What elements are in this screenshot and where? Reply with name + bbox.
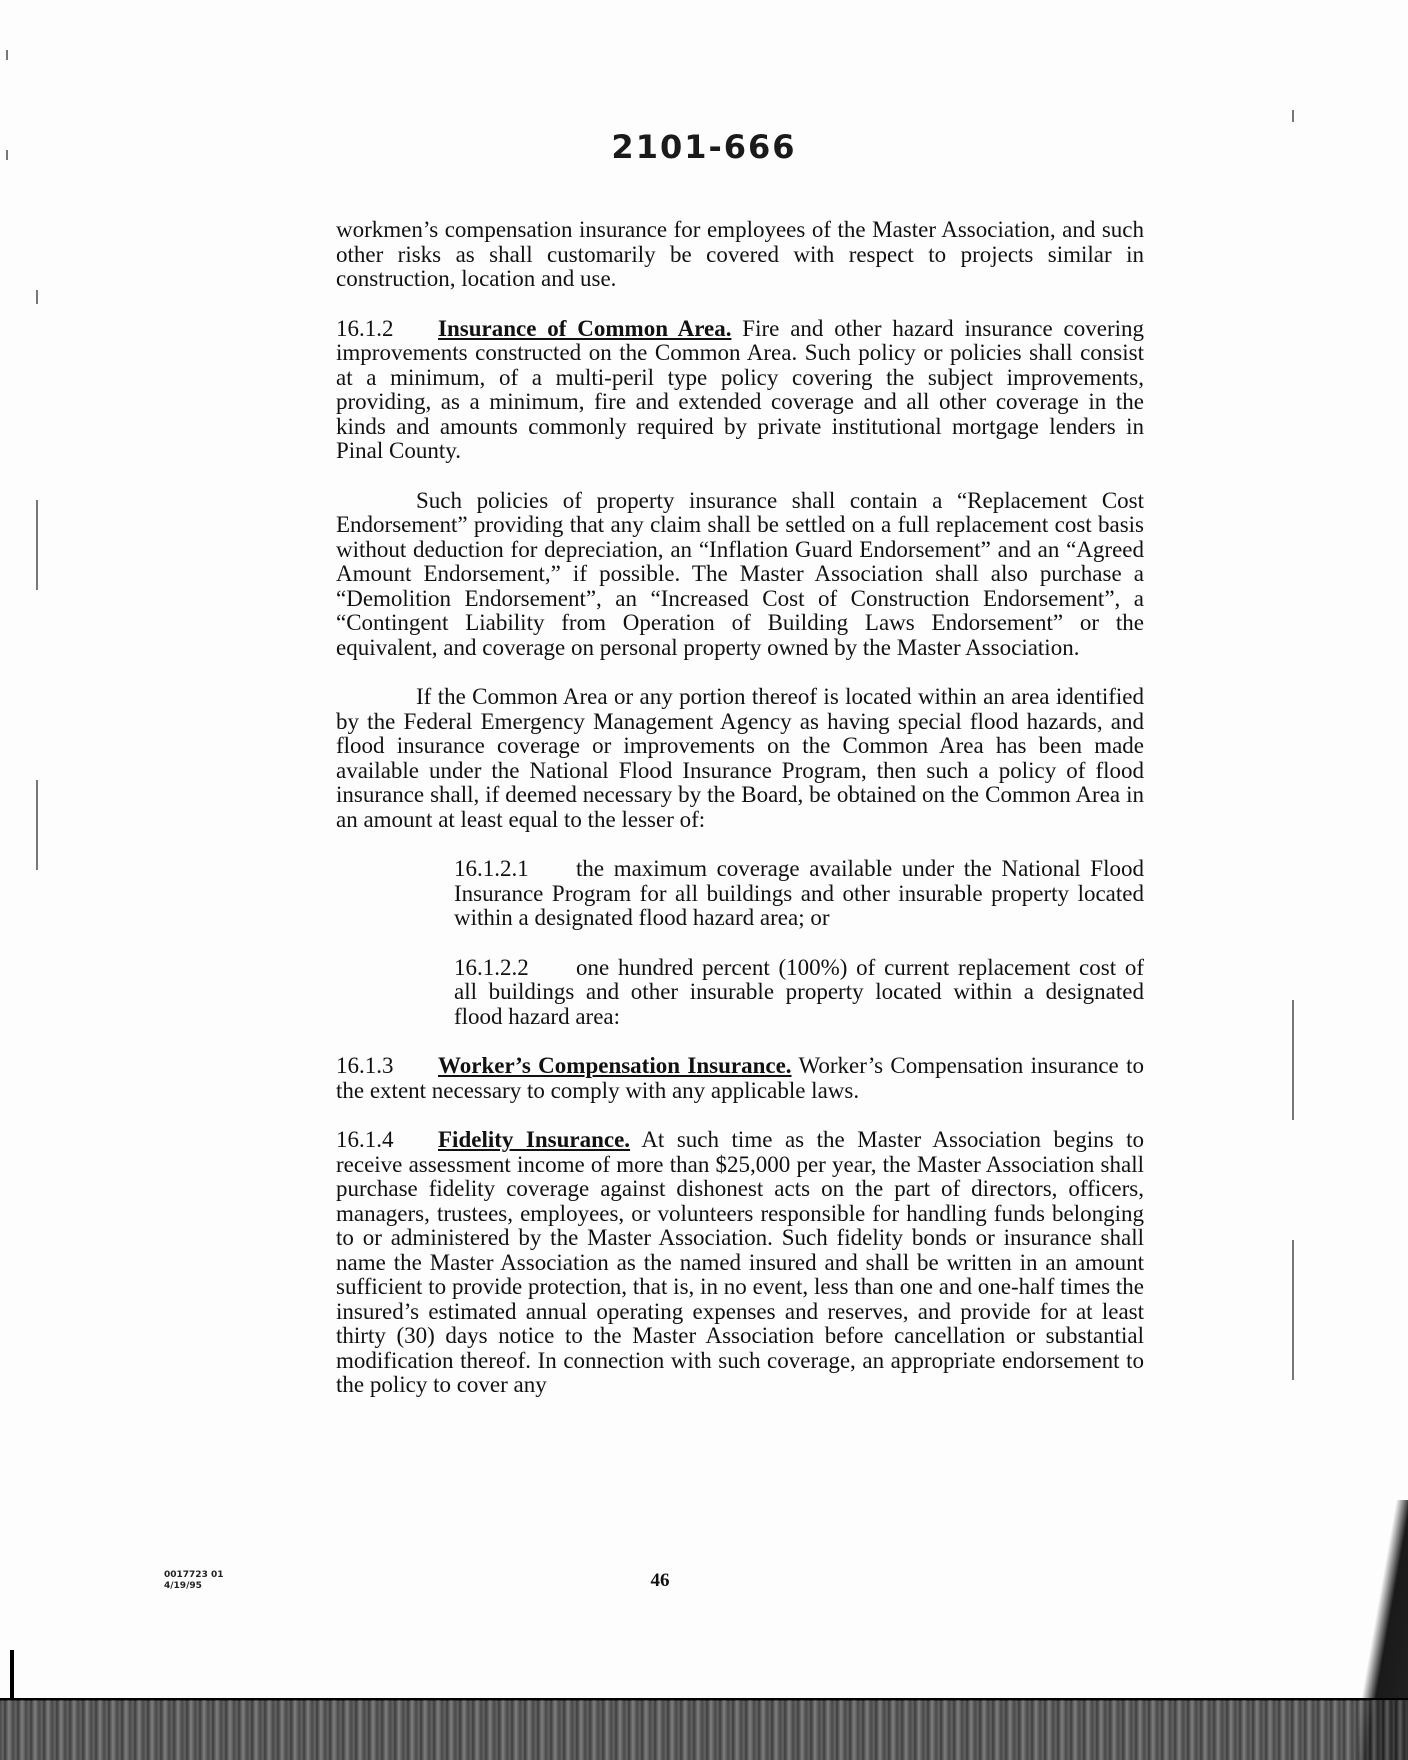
section-16-1-2-2 bbox=[454, 956, 1144, 1030]
scan-margin-mark bbox=[1292, 1000, 1294, 1120]
intro-paragraph: workmen’s compensation insurance for employees of the Master Association, and such other risks as shall customarily be covered with respect to projects similar in construction, location and use. bbox=[336, 217, 1144, 291]
scan-margin-mark bbox=[1292, 110, 1294, 122]
section-number: 16.1.4 bbox=[336, 1127, 394, 1152]
scan-margin-mark bbox=[6, 50, 8, 60]
document-body bbox=[336, 218, 1144, 1423]
section-text: Fire and other hazard insurance covering improvements constructed on the Common Area. Such policy or policies shall consist at a minimum, of a multi-peril type policy covering the subject improvements, providing, as a minimum, fire and extended coverage and all other coverage in the kinds and amounts commonly required by private institutional mortgage lenders in Pinal County. bbox=[336, 315, 1144, 463]
scan-margin-mark bbox=[6, 150, 8, 160]
property-insurance-paragraph: Such policies of property insurance shall contain a “Replacement Cost Endorsement” providing that any claim shall be settled on a full replacement cost basis without deduction for depreciation, an “Inflation Guard Endorsement” and an “Agreed Amount Endorsement,” if possible. The Master Association shall also purchase a “Demolition Endorsement”, an “Increased Cost of Construction Endorsement”, a “Contingent Liability from Operation of Building Laws Endorsement” or the equivalent, and coverage on personal property owned by the Master Association. bbox=[336, 487, 1144, 660]
scan-margin-mark bbox=[1292, 1240, 1294, 1380]
flood-insurance-paragraph: If the Common Area or any portion thereof is located within an area identified by the Federal Emergency Management Agency as having special flood hazards, and flood insurance coverage or improvements on the Common Area has been made available under the National Flood Insurance Program, then such a policy of flood insurance shall, if deemed necessary by the Board, be obtained on the Common Area in an amount at least equal to the lesser of: bbox=[336, 684, 1144, 832]
section-heading: Fidelity Insurance. bbox=[438, 1127, 631, 1152]
subsection-text: one hundred percent (100%) of current replacement cost of all buildings and other insurable property located within a designated flood hazard area: bbox=[454, 954, 1144, 1029]
subsection-text: the maximum coverage available under the National Flood Insurance Program for all buildings and other insurable property located within a designated flood hazard area; or bbox=[454, 856, 1144, 930]
scan-margin-mark bbox=[36, 780, 38, 870]
section-16-1-2 bbox=[336, 317, 1144, 464]
scan-margin-mark bbox=[36, 290, 38, 304]
subsection-number: 16.1.2.2 bbox=[454, 954, 529, 980]
section-number: 16.1.3 bbox=[336, 1053, 394, 1078]
scan-margin-mark bbox=[36, 500, 38, 590]
page-number: 46 bbox=[650, 1570, 670, 1591]
section-16-1-4 bbox=[336, 1128, 1144, 1398]
scan-edge-mark bbox=[10, 1650, 14, 1698]
footer-code-line: 0017723 01 bbox=[164, 1570, 224, 1580]
section-heading: Worker’s Compensation Insurance. bbox=[438, 1053, 792, 1078]
scan-bottom-artifact bbox=[0, 1700, 1408, 1760]
section-16-1-3 bbox=[336, 1054, 1144, 1103]
section-heading: Insurance of Common Area. bbox=[438, 315, 732, 341]
section-number: 16.1.2 bbox=[336, 315, 394, 341]
section-text: At such time as the Master Association begins to receive assessment income of more than $25,000 per year, the Master Association shall purchase fidelity coverage against dishonest acts on the part of directors, officers, managers, trustees, employees, or volunteers responsible for handling funds belonging to or administered by the Master Association. Such fidelity bonds or insurance shall name the Master Association as the named insured and shall be written in an amount sufficient to provide protection, that is, in no event, less than one and one-half times the insured’s estimated annual operating expenses and reserves, and provide for at least thirty (30) days notice to the Master Association before cancellation or substantial modification thereof. In connection with such coverage, an appropriate endorsement to the policy to cover any bbox=[336, 1127, 1144, 1397]
subsection-number: 16.1.2.1 bbox=[454, 856, 529, 881]
section-16-1-2-1 bbox=[454, 857, 1144, 931]
document-number: 2101-666 bbox=[611, 128, 797, 166]
footer-document-code bbox=[164, 1570, 224, 1592]
footer-date-line: 4/19/95 bbox=[164, 1581, 202, 1591]
section-text: Worker’s Compensation insurance to the extent necessary to comply with any applicable laws. bbox=[336, 1053, 1144, 1103]
